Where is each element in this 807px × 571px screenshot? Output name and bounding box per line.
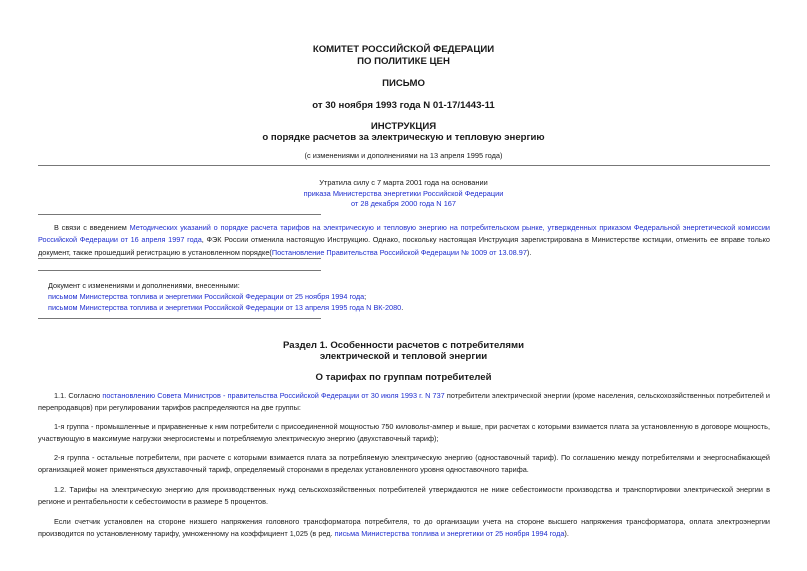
section-title-line1: Раздел 1. Особенности расчетов с потребителями [283, 340, 524, 351]
org-name-line2: ПО ПОЛИТИКЕ ЦЕН [357, 56, 450, 67]
divider [38, 165, 770, 166]
amendment-link-1994[interactable]: письмом Министерства топлива и энергетики Российской Федерации от 25 ноября 1994 года [48, 292, 365, 301]
section-title-line2: электрической и тепловой энергии [319, 351, 488, 362]
amendments-note: (с изменениями и дополнениями на 13 апреля 1995 года) [304, 151, 503, 160]
repeal-notice-paragraph: В связи с введением Методических указаний о порядке расчета тарифов на электрическую и тепловую энергию на потребительском рынке, утвержденных приказом Федеральной энергетической комиссии Российской Федерации от 16 апреля 1997 года, ФЭК России отменила настоящую Инструкцию. Однако, поскольку настоящая Инструкция зарегистрирована в Министерстве юстиции, отменить ее вправе только документ, также прошедший регистрацию в установленном порядке(Постановление Правительства Российской Федерации № 1009 от 13.08.97). [38, 223, 770, 257]
paragraph-1-2: 1.2. Тарифы на электрическую энергию для производственных нужд сельскохозяйственных потребителей утверждаются не ниже себестоимости производства и транспортировки электрической энергии в регионе и рентабельности к себестоимости в размере 5 процентов. [38, 485, 770, 507]
changes-item-1: письмом Министерства топлива и энергетики Российской Федерации от 25 ноября 1994 года; [48, 292, 367, 301]
repeal-note: Утратила силу с 7 марта 2001 года на основании [319, 178, 488, 187]
methodical-guidelines-link[interactable]: Методических указаний о порядке расчета тарифов на электрическую и тепловую энергию на потребительском рынке, утвержденных приказом Федеральной энергетической комиссии Российской Федерации от 16 апреля 1997 года [38, 223, 770, 245]
ministry-letter-link[interactable]: письма Министерства топлива и энергетики от 25 ноября 1994 года [334, 529, 565, 539]
repeal-link-line2[interactable]: от 28 декабря 2000 года N 167 [350, 199, 457, 208]
document-date-number: от 30 ноября 1993 года N 01-17/1443-11 [312, 100, 495, 111]
document-title: ИНСТРУКЦИЯ [370, 121, 437, 132]
government-decree-link[interactable]: Постановление Правительства Российской Федерации № 1009 от 13.08.97 [271, 247, 527, 257]
paragraph-transformer-meter: Если счетчик установлен на стороне низшего напряжения головного трансформатора потребителя, то до организации учета на стороне высшего напряжения трансформатора, оплата электроэнергии производится по установленному тарифу, умноженному на коэффициент 1,025 (в ред. письма Министерства топлива и энергетики от 25 ноября 1994 года). [38, 517, 770, 539]
amendment-link-1995[interactable]: письмом Министерства топлива и энергетики Российской Федерации от 13 апреля 1995 года N ВК-2080 [48, 303, 402, 312]
section-subtitle: О тарифах по группам потребителей [315, 372, 492, 383]
paragraph-group-2: 2-я группа - остальные потребители, при расчете с которыми взимается плата за потребляемую электрическую энергию (одноставочный тариф). По соглашению между потребителями и энергоснабжающей организацией может применяться двухставочный тариф, определяемый сторонами в пределах установленного уровня одноставочного тарифа. [38, 453, 770, 475]
repeal-link-line1[interactable]: приказа Министерства энергетики Российской Федерации [303, 189, 504, 198]
changes-item-2: письмом Министерства топлива и энергетики Российской Федерации от 13 апреля 1995 года N ВК-2080. [48, 303, 404, 312]
divider [38, 214, 321, 215]
paragraph-group-1: 1-я группа - промышленные и приравненные к ним потребители с присоединенной мощностью 750 киловольт-ампер и выше, при расчетах с которыми взимается плата за установленную в договоре мощность, участвующую в максимуме нагрузки энергосистемы и потребляемую электрическую энергию (двухставочный тариф); [38, 422, 770, 444]
document-subtitle: о порядке расчетов за электрическую и тепловую энергию [262, 132, 545, 143]
divider [38, 318, 321, 319]
divider [38, 258, 321, 259]
org-name-line1: КОМИТЕТ РОССИЙСКОЙ ФЕДЕРАЦИИ [312, 44, 495, 55]
government-resolution-link[interactable]: постановлению Совета Министров - правительства Российской Федерации от 30 июля 1993 г. N 737 [102, 391, 445, 400]
document-type: ПИСЬМО [382, 78, 425, 89]
paragraph-1-1: 1.1. Согласно постановлению Совета Министров - правительства Российской Федерации от 30 июля 1993 г. N 737 потребители электрической энергии (кроме населения, сельскохозяйственных потребителей и перепродавцов) при регулировании тарифов распределяются на две группы: [38, 391, 771, 413]
changes-intro: Документ с изменениями и дополнениями, внесенными: [48, 281, 240, 290]
divider [38, 270, 321, 271]
